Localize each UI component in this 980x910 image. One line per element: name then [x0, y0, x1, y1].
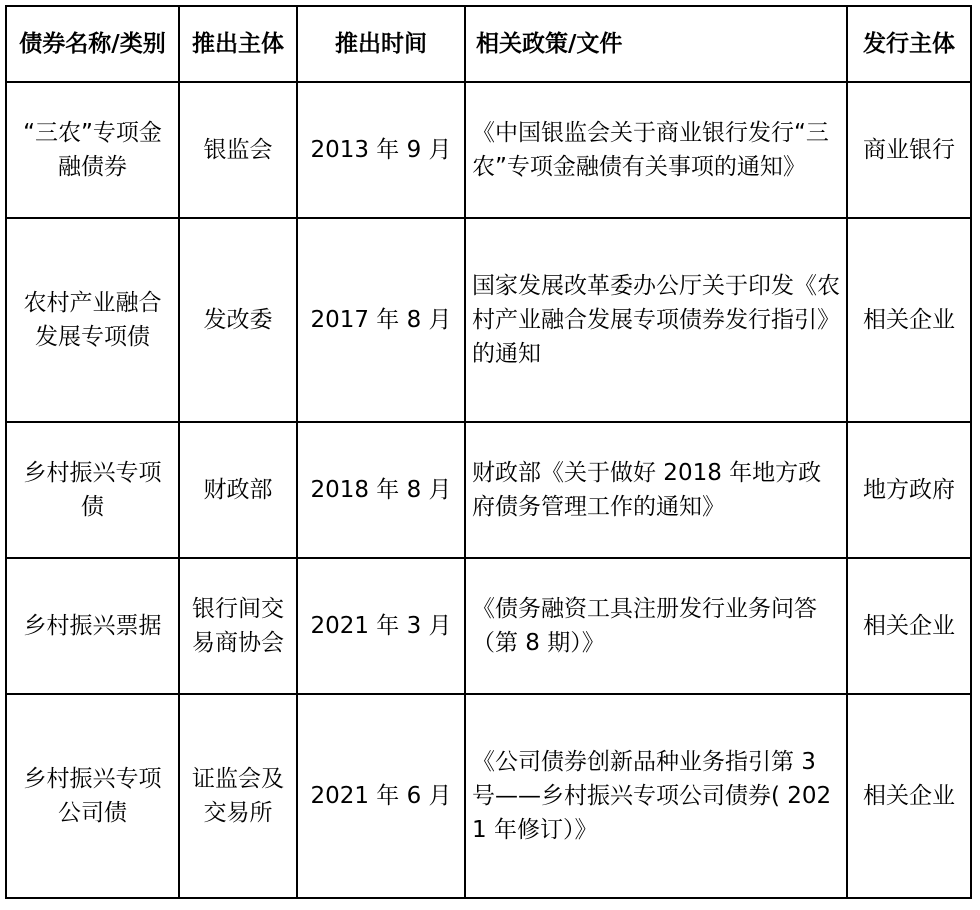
table-row: [6, 422, 971, 558]
policy-cell: 国家发展改革委办公厅关于印发《农村产业融合发展专项债券发行指引》的通知: [465, 218, 847, 422]
agency-cell: 银行间交易商协会: [179, 558, 297, 694]
header-bond-name: 债券名称/类别: [6, 6, 179, 82]
issuer-cell: 地方政府: [847, 422, 971, 558]
header-agency: 推出主体: [179, 6, 297, 82]
table-row: [6, 694, 971, 898]
agency-cell: 银监会: [179, 82, 297, 218]
policy-cell: 《公司债券创新品种业务指引第 3 号——乡村振兴专项公司债券( 2021 年修订）》: [465, 694, 847, 898]
agency-cell: 证监会及交易所: [179, 694, 297, 898]
issuer-cell: 相关企业: [847, 558, 971, 694]
policy-table: [5, 5, 972, 899]
issuer-cell: 相关企业: [847, 218, 971, 422]
header-row: [6, 6, 971, 82]
policy-cell: 《债务融资工具注册发行业务问答（第 8 期）》: [465, 558, 847, 694]
date-cell: 2013 年 9 月: [297, 82, 465, 218]
table-row: [6, 218, 971, 422]
date-cell: 2021 年 3 月: [297, 558, 465, 694]
policy-cell: 《中国银监会关于商业银行发行“三农”专项金融债有关事项的通知》: [465, 82, 847, 218]
table-row: [6, 82, 971, 218]
agency-cell: 财政部: [179, 422, 297, 558]
date-cell: 2021 年 6 月: [297, 694, 465, 898]
bond-name-cell: “三农”专项金融债券: [6, 82, 179, 218]
policy-cell: 财政部《关于做好 2018 年地方政府债务管理工作的通知》: [465, 422, 847, 558]
header-date: 推出时间: [297, 6, 465, 82]
header-policy: 相关政策/文件: [465, 6, 847, 82]
agency-cell: 发改委: [179, 218, 297, 422]
header-issuer: 发行主体: [847, 6, 971, 82]
issuer-cell: 相关企业: [847, 694, 971, 898]
bond-name-cell: 乡村振兴专项债: [6, 422, 179, 558]
date-cell: 2017 年 8 月: [297, 218, 465, 422]
table-row: [6, 558, 971, 694]
date-cell: 2018 年 8 月: [297, 422, 465, 558]
issuer-cell: 商业银行: [847, 82, 971, 218]
bond-name-cell: 乡村振兴票据: [6, 558, 179, 694]
bond-name-cell: 农村产业融合发展专项债: [6, 218, 179, 422]
bond-name-cell: 乡村振兴专项公司债: [6, 694, 179, 898]
